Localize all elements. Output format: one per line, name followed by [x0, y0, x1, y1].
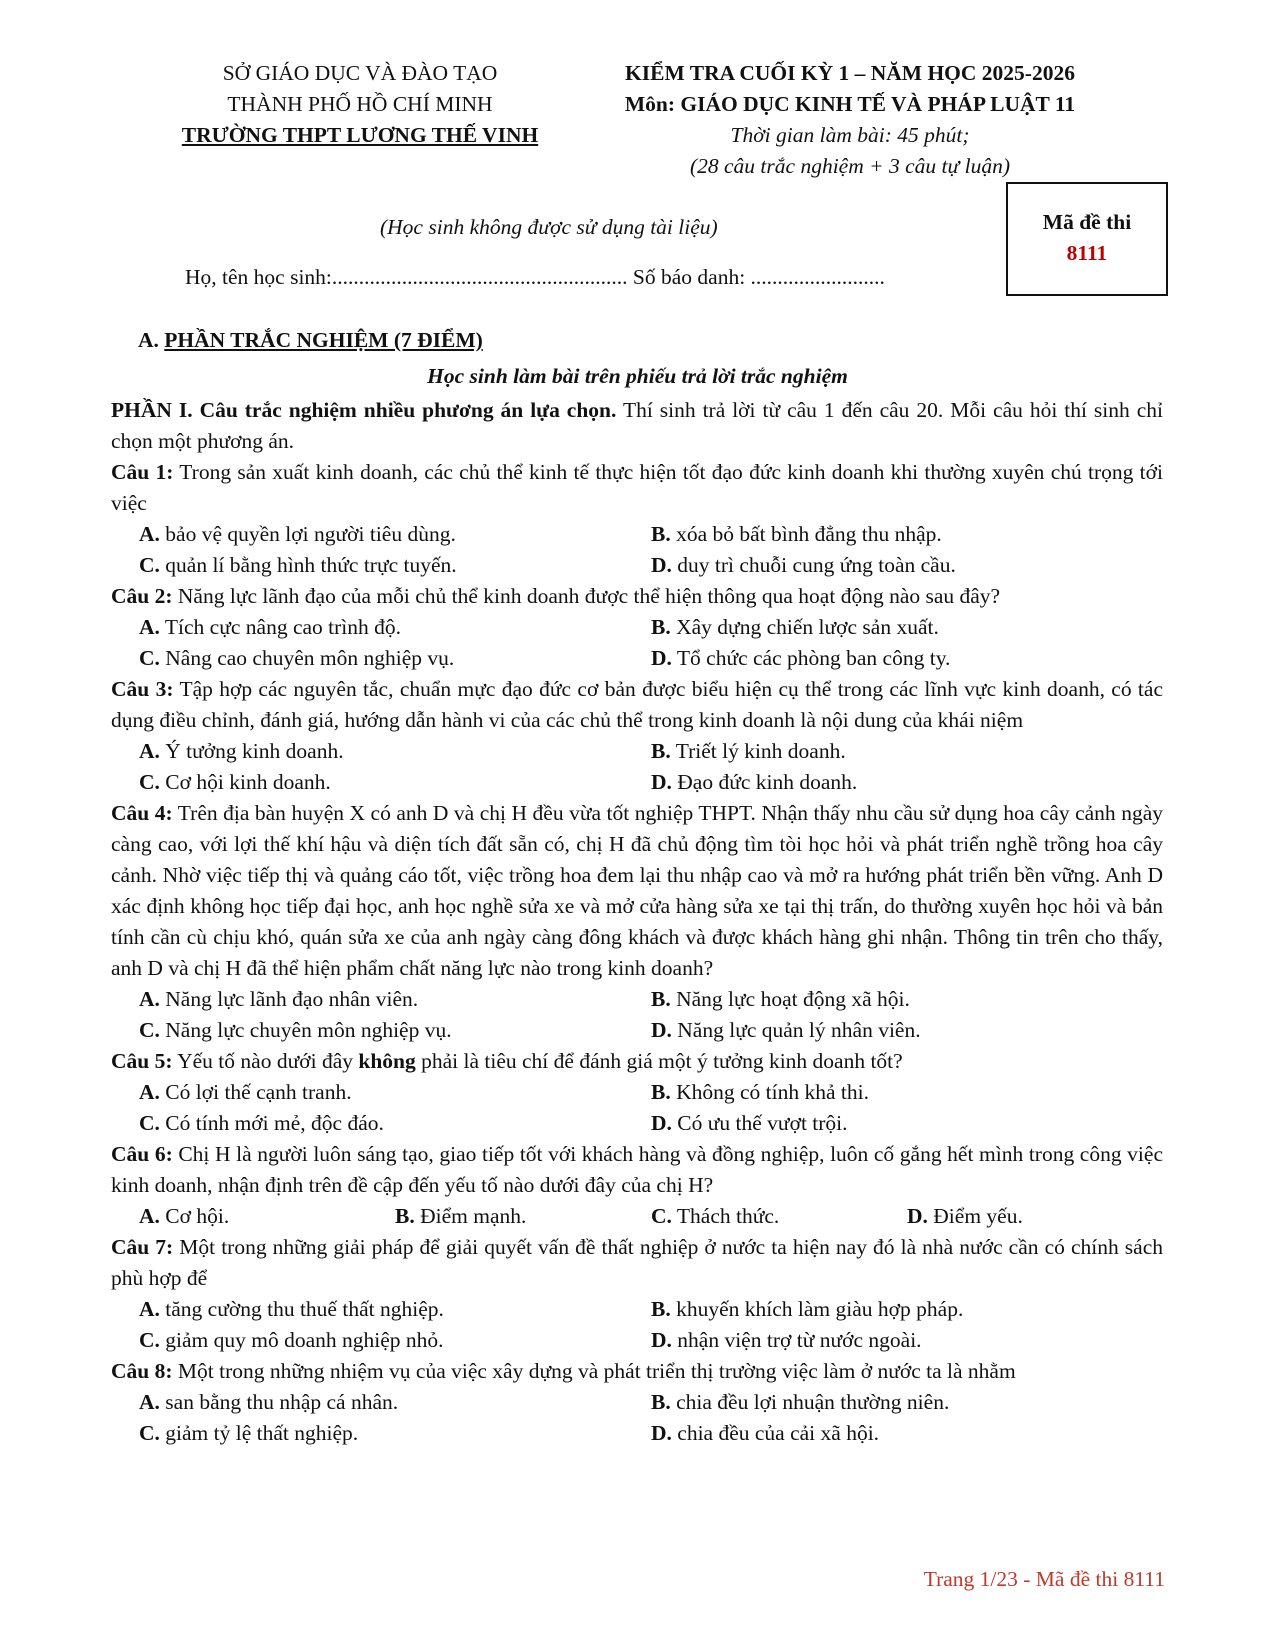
question-8 [111, 1356, 1163, 1387]
question-1 [111, 457, 1163, 519]
option-c: C. giảm tỷ lệ thất nghiệp. [139, 1421, 359, 1445]
options-4 [111, 984, 1163, 1046]
exam-structure: (28 câu trắc nghiệm + 3 câu tự luận) [689, 154, 1010, 178]
question-text: Chị H là người luôn sáng tạo, giao tiếp tốt với khách hàng và đồng nghiệp, luôn cố gắng hết mình trong công việc kinh doanh, nhận định trên đề cập đến yếu tố nào dưới đây của chị H? [111, 1142, 1163, 1197]
department-line2: THÀNH PHỐ HỒ CHÍ MINH [227, 92, 493, 116]
option-a: A. Tích cực nâng cao trình độ. [139, 615, 402, 639]
option-b: B. Năng lực hoạt động xã hội. [651, 987, 910, 1011]
question-label: Câu 1: [111, 460, 174, 484]
exam-time: Thời gian làm bài: 45 phút; [730, 123, 970, 147]
exam-code: 8111 [1066, 241, 1108, 265]
options-8 [111, 1387, 1163, 1449]
option-a: A. tăng cường thu thuế thất nghiệp. [139, 1297, 444, 1321]
section-a-subtitle: Học sinh làm bài trên phiếu trả lời trắc nghiệm [427, 364, 848, 388]
question-text: Trong sản xuất kinh doanh, các chủ thể kinh tế thực hiện tốt đạo đức kinh doanh khi thường xuyên chú trọng tới việc [111, 460, 1163, 515]
question-text: Tập hợp các nguyên tắc, chuẩn mực đạo đức cơ bản được biểu hiện cụ thể trong các lĩnh vực kinh doanh, có tác dụng điều chỉnh, đánh giá, hướng dẫn hành vi của các chủ thể trong kinh doanh là nội dung của khái niệm [111, 677, 1163, 732]
option-d: D. Năng lực quản lý nhân viên. [651, 1018, 921, 1042]
option-d: D. chia đều của cải xã hội. [651, 1421, 880, 1445]
question-5: Câu 5: Yếu tố nào dưới đây không phải là tiêu chí để đánh giá một ý tưởng kinh doanh tốt? [111, 1049, 903, 1073]
options-7 [111, 1294, 1163, 1356]
option-d: D. Điểm yếu. [907, 1204, 1023, 1228]
exam-code-box [1006, 182, 1168, 296]
options-1 [111, 519, 1163, 581]
option-c: C. Thách thức. [651, 1204, 780, 1228]
question-text: Một trong những nhiệm vụ của việc xây dựng và phát triển thị trường việc làm ở nước ta là nhằm [172, 1359, 1016, 1383]
part1-title: PHẦN I. Câu trắc nghiệm nhiều phương án lựa chọn. [111, 398, 617, 422]
question-label: Câu 7: [111, 1235, 174, 1259]
question-label: Câu 4: [111, 801, 173, 825]
options-6 [111, 1201, 1163, 1232]
option-c: C. quản lí bằng hình thức trực tuyến. [139, 553, 457, 577]
option-c: C. Nâng cao chuyên môn nghiệp vụ. [139, 646, 455, 670]
option-b: B. Xây dựng chiến lược sản xuất. [651, 615, 939, 639]
question-3 [111, 674, 1163, 736]
section-a-heading: PHẦN TRẮC NGHIỆM (7 ĐIỂM) [164, 328, 483, 352]
department-line1: SỞ GIÁO DỤC VÀ ĐÀO TẠO [222, 61, 498, 85]
option-a: A. Cơ hội. [139, 1204, 230, 1228]
question-label: Câu 8: [111, 1359, 173, 1383]
option-c: C. Năng lực chuyên môn nghiệp vụ. [139, 1018, 452, 1042]
question-text: Trên địa bàn huyện X có anh D và chị H đều vừa tốt nghiệp THPT. Nhận thấy nhu cầu sử dụng hoa cây cảnh ngày càng cao, với lợi thế khí hậu và diện tích đất sẵn có, chị H đã chủ động tìm tòi học hỏi và phát triển nghề trồng hoa cây cảnh. Nhờ việc tiếp thị và quảng cáo tốt, việc trồng hoa đem lại thu nhập cao và mở ra hướng phát triển bền vững. Anh D xác định không học tiếp đại học, anh học nghề sửa xe và mở cửa hàng sửa xe tại thị trấn, do thường xuyên học hỏi và bản tính cần cù chịu khó, quán sửa xe của anh ngày càng đông khách và được khách hàng ghi nhận. Thông tin trên cho thấy, anh D và chị H đã thể hiện phẩm chất năng lực nào trong kinh doanh? [111, 801, 1163, 980]
section-a-prefix: A. [138, 328, 165, 352]
options-3 [111, 736, 1163, 798]
option-a: A. Ý tưởng kinh doanh. [139, 739, 344, 763]
page-footer: Trang 1/23 - Mã đề thi 8111 [923, 1567, 1165, 1591]
question-text: Một trong những giải pháp để giải quyết vấn đề thất nghiệp ở nước ta hiện nay đó là nhà nước cần có chính sách phù hợp để [111, 1235, 1163, 1290]
options-2 [111, 612, 1163, 674]
header-left [140, 58, 580, 151]
option-a: A. Có lợi thế cạnh tranh. [139, 1080, 352, 1104]
part1-instruction: Thí sinh trả lời từ câu 1 đến câu 20. Mỗi câu hỏi thí sinh chỉ chọn một phương án. [111, 398, 1164, 453]
options-5 [111, 1077, 1163, 1139]
option-d: D. Tổ chức các phòng ban công ty. [651, 646, 951, 670]
option-b: B. Điểm mạnh. [395, 1204, 527, 1228]
option-b: B. Triết lý kinh doanh. [651, 739, 846, 763]
part1-intro [111, 395, 1163, 457]
emphasis-not: không [358, 1049, 416, 1073]
option-d: D. duy trì chuỗi cung ứng toàn cầu. [651, 553, 956, 577]
option-a: A. Năng lực lãnh đạo nhân viên. [139, 987, 419, 1011]
question-6 [111, 1139, 1163, 1201]
subject: Môn: GIÁO DỤC KINH TẾ VÀ PHÁP LUẬT 11 [624, 92, 1076, 116]
option-d: D. nhận viện trợ từ nước ngoài. [651, 1328, 922, 1352]
option-d: D. Có ưu thế vượt trội. [651, 1111, 848, 1135]
school-name: TRƯỜNG THPT LƯƠNG THẾ VINH [181, 123, 539, 147]
exam-title: KIỂM TRA CUỐI KỲ 1 – NĂM HỌC 2025-2026 [625, 61, 1075, 85]
question-label: Câu 5: [111, 1049, 173, 1073]
question-4 [111, 798, 1163, 984]
student-info-line: Họ, tên học sinh:....................................................... Số báo danh: ......................... [185, 265, 885, 289]
question-label: Câu 6: [111, 1142, 173, 1166]
option-b: B. xóa bỏ bất bình đẳng thu nhập. [651, 522, 942, 546]
option-a: A. bảo vệ quyền lợi người tiêu dùng. [139, 522, 456, 546]
option-b: B. Không có tính khả thi. [651, 1080, 869, 1104]
notice: (Học sinh không được sử dụng tài liệu) [380, 215, 718, 239]
option-b: B. chia đều lợi nhuận thường niên. [651, 1390, 950, 1414]
option-a: A. san bằng thu nhập cá nhân. [139, 1390, 399, 1414]
option-c: C. Có tính mới mẻ, độc đáo. [139, 1111, 384, 1135]
option-b: B. khuyến khích làm giàu hợp pháp. [651, 1297, 964, 1321]
exam-code-label: Mã đề thi [1042, 210, 1132, 234]
question-2 [111, 581, 1163, 612]
questions-content [111, 395, 1163, 1449]
question-label: Câu 2: [111, 584, 173, 608]
header-right [590, 58, 1110, 182]
question-7 [111, 1232, 1163, 1294]
section-a-title [138, 328, 483, 353]
option-c: C. Cơ hội kinh doanh. [139, 770, 331, 794]
option-c: C. giảm quy mô doanh nghiệp nhỏ. [139, 1328, 444, 1352]
question-text: Năng lực lãnh đạo của mỗi chủ thể kinh doanh được thể hiện thông qua hoạt động nào sau đây? [172, 584, 1001, 608]
option-d: D. Đạo đức kinh doanh. [651, 770, 858, 794]
question-label: Câu 3: [111, 677, 174, 701]
